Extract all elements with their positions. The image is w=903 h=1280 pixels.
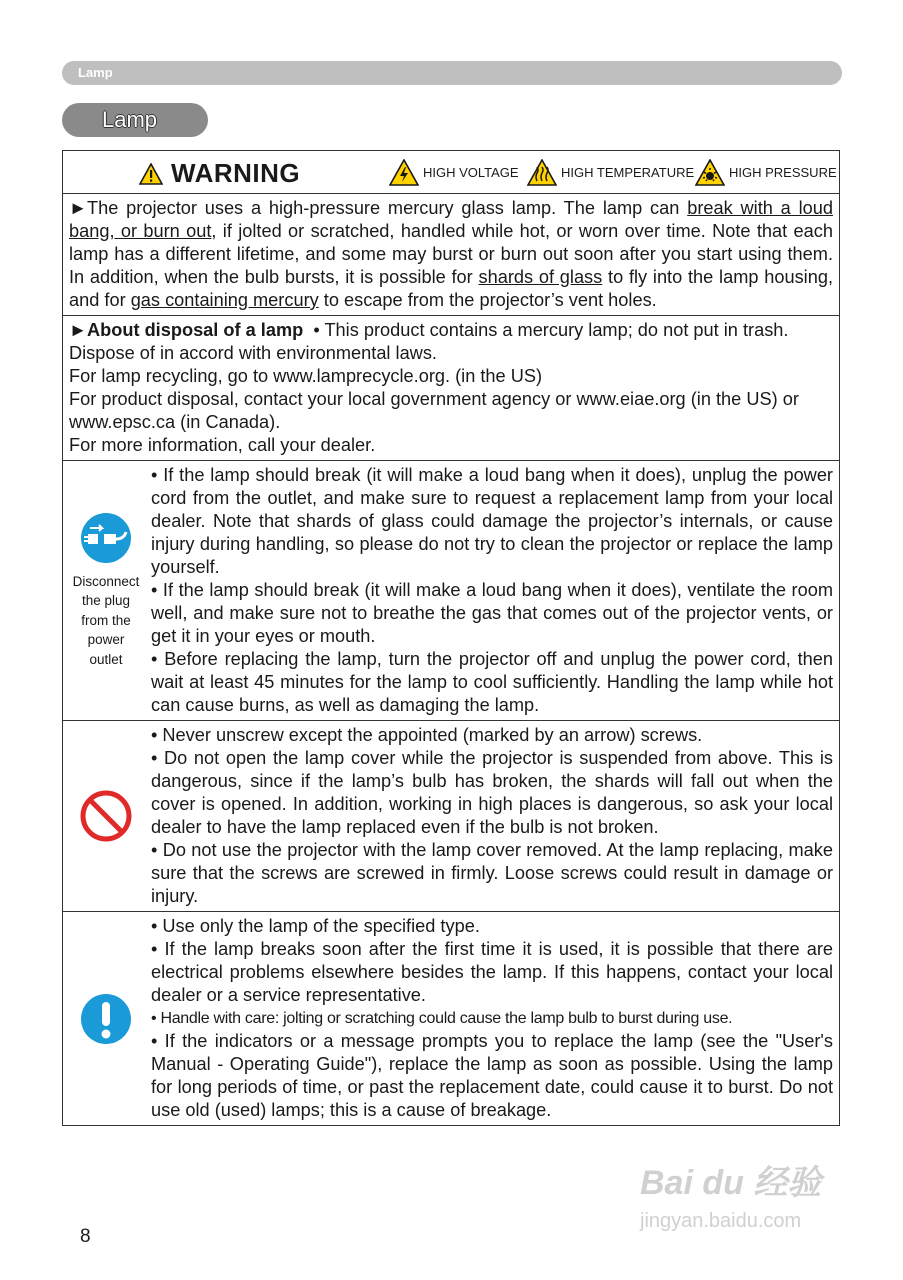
high-voltage-icon [389,159,419,186]
exclamation-icon [80,993,132,1045]
prohibit-text: • Never unscrew except the appointed (marked by an arrow) screws. • Do not open the lamp cover while the projector is suspended from above. This is dangerous, since if the lamp’s bulb has broken, the shards will fall out when the cover is opened. In addition, working in high places is dangerous, so ask your local dealer to have the lamp replaced even if the bulb is not broken. • Do not use the projector with the lamp cover removed. At the lamp replacing, make sure that the screws are screwed in firmly. Loose screws could result in damage or injury. [151,725,833,906]
disconnect-plug-icon [80,512,132,564]
disconnect-section [63,460,839,720]
disconnect-caption: Disconnect the plug from the power outlet [72,573,140,667]
hazard-high-voltage: HIGH VOLTAGE [389,159,519,186]
high-pressure-icon [695,159,725,186]
watermark [620,1150,850,1250]
caution-text: • Use only the lamp of the specified type. • If the lamp breaks soon after the first time it is used, it is possible that there are electrical problems elsewhere besides the lamp. If this happens, contact your local dealer or a service representative. • Handle with care: jolting or scratching could cause the lamp bulb to burst during use. • If the indicators or a message prompts you to replace the lamp (see the "User's Manual - Operating Guide"), replace the lamp as soon as possible. Using the lamp for long periods of time, or past the replacement date, could cause it to burst. Do not use old (used) lamps; this is a cause of breakage. [151,916,833,1120]
watermark-url: jingyan.baidu.com [640,1210,802,1232]
warning-table [62,150,840,1126]
intro-paragraph: ►The projector uses a high-pressure mercury glass lamp. The lamp can break with a loud bang, or burn out, if jolted or scratched, handled while hot, or worn over time. Note that each lamp has a different lifetime, and some may burst or burn out soon after you start using them. In addition, when the bulb bursts, it is possible for shards of glass to fly into the lamp housing, and for gas containing mercury to escape from the projector’s vent holes. [63,193,839,315]
prohibit-icon-column [63,721,149,911]
prohibited-icon [79,789,133,843]
section-label: Lamp [78,65,113,80]
disposal-heading: ►About disposal of a lamp [69,320,304,340]
warning-header-row [63,151,839,193]
disposal-paragraph: ►About disposal of a lamp • This product contains a mercury lamp; do not put in trash. Dispose of in accord with environmental laws. For lamp recycling, go to www.lamprecycle.org. (in the US) For product disposal, contact your local government agency or www.eiae.org (in the US) or www.epsc.ca (in Canada). For more information, call your dealer. [63,315,839,460]
caution-section [63,911,839,1125]
hazard-high-pressure: HIGH PRESSURE [695,159,837,186]
high-temperature-icon [527,159,557,186]
section-header-bar [62,61,842,85]
prohibit-section [63,720,839,911]
hazard-high-temperature: HIGH TEMPERATURE [527,159,694,186]
caution-icon-column [63,912,149,1125]
page-number: 8 [80,1226,91,1247]
disconnect-icon-column [63,461,149,720]
page-title: Lamp [102,107,158,132]
warning-triangle-icon [139,163,163,185]
warning-main [139,158,300,189]
page-title-pill [62,103,208,137]
disconnect-text: • If the lamp should break (it will make a loud bang when it does), unplug the power cord from the outlet, and make sure to request a replacement lamp from your local dealer. Note that shards of glass could damage the projector’s internals, or cause injury during handling, so please do not try to clean the projector or replace the lamp yourself. • If the lamp should break (it will make a loud bang when it does), ventilate the room well, and make sure not to breathe the gas that comes out of the projector vents, or get it in your eyes or mouth. • Before replacing the lamp, turn the projector off and unplug the power cord, then wait at least 45 minutes for the lamp to cool sufficiently. Handling the lamp while hot can cause burns, as well as damaging the lamp. [151,465,833,715]
warning-label: WARNING [171,158,301,188]
watermark-brand: Bai du 经验 [640,1164,822,1202]
